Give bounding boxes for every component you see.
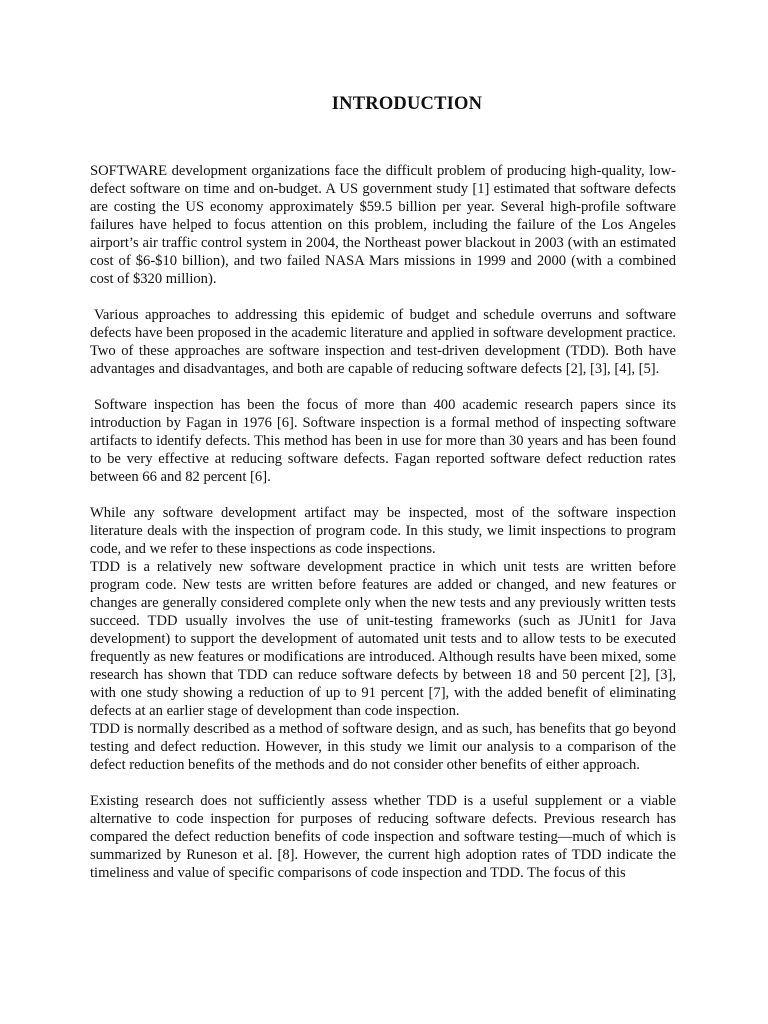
paragraph-6: TDD is normally described as a method of software design, and as such, has benefits that go beyond testing and defect reduction. However, in this study we limit our analysis to a comparison of the defect reduction benefits of the methods and do not consider other benefits of either approach.	[90, 721, 676, 773]
paragraph-5: TDD is a relatively new software development practice in which unit tests are written before program code. New tests are written before features are added or changed, and new features or changes are generally considered complete only when the new tests and any previously written tests succeed. TDD usually involves the use of unit-testing frameworks (such as JUnit1 for Java development) to support the development of automated unit tests and to allow tests to be executed frequently as new features or modifications are introduced. Although results have been mixed, some research has shown that TDD can reduce software defects by between 18 and 50 percent [2], [3], with one study showing a reduction of up to 91 percent [7], with the added benefit of eliminating defects at an earlier stage of development than code inspection.	[90, 559, 676, 719]
section-title: INTRODUCTION	[331, 94, 483, 114]
paragraph-3: Software inspection has been the focus of more than 400 academic research papers since its introduction by Fagan in 1976 [6]. Software inspection is a formal method of inspecting software artifacts to identify defects. This method has been in use for more than 30 years and has been found to be very effective at reducing software defects. Fagan reported software defect reduction rates between 66 and 82 percent [6].	[90, 397, 676, 485]
document-body	[90, 162, 676, 882]
paragraph-4: While any software development artifact may be inspected, most of the software inspection literature deals with the inspection of program code. In this study, we limit inspections to program code, and we refer to these inspections as code inspections.	[90, 505, 676, 557]
paragraph-1: SOFTWARE development organizations face the difficult problem of producing high-quality, low-defect software on time and on-budget. A US government study [1] estimated that software defects are costing the US economy approximately $59.5 billion per year. Several high-profile software failures have helped to focus attention on this problem, including the failure of the Los Angeles airport’s air traffic control system in 2004, the Northeast power blackout in 2003 (with an estimated cost of $6-$10 billion), and two failed NASA Mars missions in 1999 and 2000 (with a combined cost of $320 million).	[90, 163, 676, 287]
paragraph-7: Existing research does not sufficiently assess whether TDD is a useful supplement or a viable alternative to code inspection for purposes of reducing software defects. Previous research has compared the defect reduction benefits of code inspection and software testing—much of which is summarized by Runeson et al. [8]. However, the current high adoption rates of TDD indicate the timeliness and value of specific comparisons of code inspection and TDD. The focus of this	[90, 793, 676, 881]
paragraph-2: Various approaches to addressing this epidemic of budget and schedule overruns and software defects have been proposed in the academic literature and applied in software development practice. Two of these approaches are software inspection and test-driven development (TDD). Both have advantages and disadvantages, and both are capable of reducing software defects [2], [3], [4], [5].	[90, 307, 676, 377]
